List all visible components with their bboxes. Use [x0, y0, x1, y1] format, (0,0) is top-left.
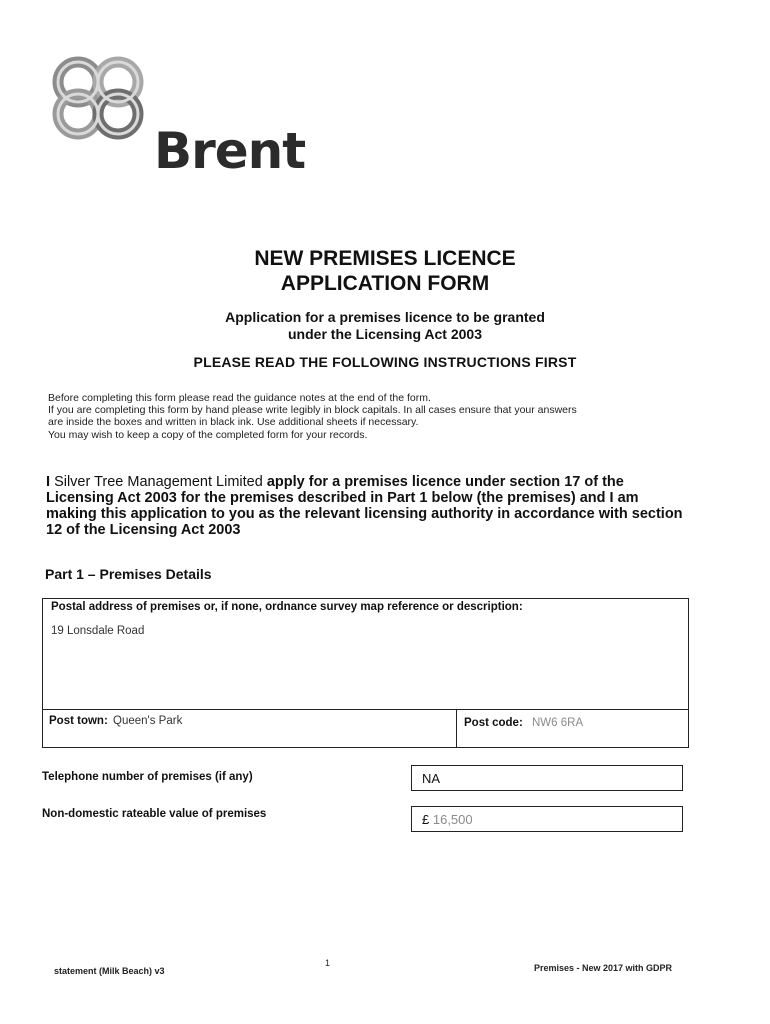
post-town-field[interactable]: Queen's Park [113, 715, 183, 727]
declaration-line-2: Licensing Act 2003 for the premises described in Part 1 below (the premises) and I am [46, 490, 639, 506]
post-code-label: Post code: [464, 717, 523, 729]
form-title-line1: NEW PREMISES LICENCE [254, 247, 516, 270]
declaration-line-1 [46, 474, 716, 491]
declaration-prefix: I [46, 474, 55, 490]
guidance-line-1: Before completing this form please read the guidance notes at the end of the form. [48, 392, 431, 404]
premises-address-box [42, 598, 689, 748]
footer-right: Premises - New 2017 with GDPR [534, 963, 673, 973]
telephone-field[interactable]: NA [422, 771, 441, 786]
form-title-line2: APPLICATION FORM [280, 272, 490, 295]
declaration-line-4: 12 of the Licensing Act 2003 [46, 522, 241, 538]
telephone-label: Telephone number of premises (if any) [42, 771, 253, 783]
guidance-line-4: You may wish to keep a copy of the completed form for your records. [48, 429, 368, 441]
currency-symbol: £ [422, 812, 430, 827]
form-subtitle-line1: Application for a premises licence to be granted [225, 309, 545, 325]
guidance-line-2: If you are completing this form by hand please write legibly in block capitals. In all cases ensure that your answers [48, 404, 577, 416]
page-number: 1 [325, 958, 331, 968]
rateable-value-label: Non-domestic rateable value of premises [42, 808, 267, 820]
footer-left: statement (Milk Beach) v3 [54, 966, 165, 976]
declaration-line-3: making this application to you as the relevant licensing authority in accordance with section [46, 506, 683, 522]
brent-logo-icon [48, 52, 158, 142]
rateable-amount[interactable]: 16,500 [432, 812, 473, 827]
address-field[interactable]: 19 Lonsdale Road [51, 625, 145, 637]
instructions-heading: PLEASE READ THE FOLLOWING INSTRUCTIONS FIRST [193, 354, 577, 370]
rateable-value-field[interactable] [422, 812, 473, 827]
applicant-name[interactable]: Silver Tree Management Limited [54, 474, 263, 490]
address-label: Postal address of premises or, if none, ordnance survey map reference or description: [51, 601, 523, 613]
form-subtitle-line2: under the Licensing Act 2003 [288, 326, 482, 342]
post-town-label: Post town: [49, 715, 108, 727]
address-divider [43, 709, 688, 710]
postcode-divider [456, 709, 457, 747]
brent-logo [48, 52, 318, 180]
rateable-value-box[interactable] [411, 806, 683, 832]
part1-heading: Part 1 – Premises Details [45, 566, 212, 582]
brent-logo-text: Brent [154, 122, 306, 180]
guidance-line-3: are inside the boxes and written in black ink. Use additional sheets if necessary. [48, 416, 419, 428]
declaration-line1-rest: apply for a premises licence under section 17 of the [262, 474, 624, 490]
telephone-box[interactable] [411, 765, 683, 791]
post-code-field[interactable]: NW6 6RA [532, 717, 584, 729]
